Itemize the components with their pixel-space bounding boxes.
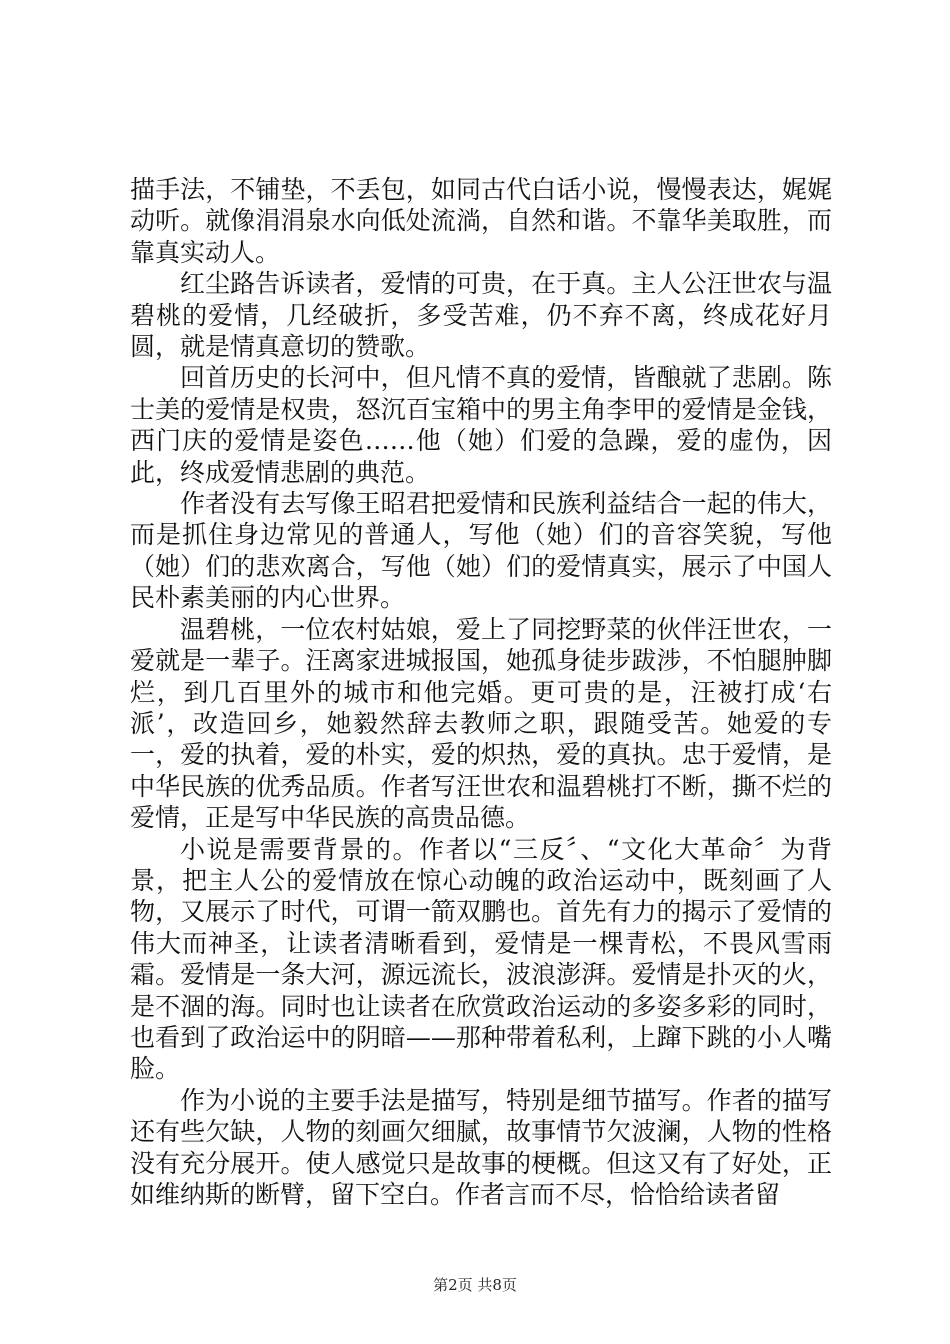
paragraph: 小说是需要背景的。作者以“三反〞、“文化大革命〞为背景，把主人公的爱情放在惊心动魄的政治运动中，既刻画了人物，又展示了时代，可谓一箭双鹏也。首先有力的揭示了爱情的伟大而神圣，让读者清晰看到，爱情是一棵青松，不畏风雪雨霜。爱情是一条大河，源远流长，波浪澎湃。爱情是扑灭的火，是不涸的海。同时也让读者在欣赏政治运动的多姿多彩的同时，也看到了政治运中的阴暗——那种带着私利，上蹿下跳的小人嘴脸。 bbox=[130, 834, 832, 1084]
paragraph: 作者没有去写像王昭君把爱情和民族利益结合一起的伟大，而是抓住身边常见的普通人，写他（她）们的音容笑貌，写他（她）们的悲欢离合，写他（她）们的爱情真实，展示了中国人民朴素美丽的内心世界。 bbox=[130, 489, 832, 613]
paragraph: 作为小说的主要手法是描写，特别是细节描写。作者的描写还有些欠缺，人物的刻画欠细腻，故事情节欠波澜，人物的性格没有充分展开。使人感觉只是故事的梗概。但这又有了好处，正如维纳斯的断臂，留下空白。作者言而不尽，恰恰给读者留 bbox=[130, 1085, 832, 1209]
page-number-footer: 第2页 共8页 bbox=[433, 1276, 517, 1294]
body-text bbox=[130, 174, 832, 1210]
paragraph: 温碧桃，一位农村姑娘，爱上了同挖野菜的伙伴汪世农，一爱就是一辈子。汪离家进城报国，她孤身徒步跋涉，不怕腿肿脚烂，到几百里外的城市和他完婚。更可贵的是，汪被打成‘右派’，改造回乡，她毅然辞去教师之职，跟随受苦。她爱的专一，爱的执着，爱的朴实，爱的炽热，爱的真执。忠于爱情，是中华民族的优秀品质。作者写汪世农和温碧桃打不断，撕不烂的爱情，正是写中华民族的高贵品德。 bbox=[130, 614, 832, 833]
paragraph: 描手法，不铺垫，不丢包，如同古代白话小说，慢慢表达，娓娓动听。就像涓涓泉水向低处流淌，自然和谐。不靠华美取胜，而靠真实动人。 bbox=[130, 175, 832, 267]
paragraph: 回首历史的长河中，但凡情不真的爱情，皆酿就了悲剧。陈士美的爱情是权贵，怒沉百宝箱中的男主角李甲的爱情是金钱，西门庆的爱情是姿色……他（她）们爱的急躁，爱的虚伪，因此，终成爱情悲剧的典范。 bbox=[130, 363, 832, 487]
paragraph: 红尘路告诉读者，爱情的可贵，在于真。主人公汪世农与温碧桃的爱情，几经破折，多受苦难，仍不弃不离，终成花好月圆，就是情真意切的赞歌。 bbox=[130, 269, 832, 362]
